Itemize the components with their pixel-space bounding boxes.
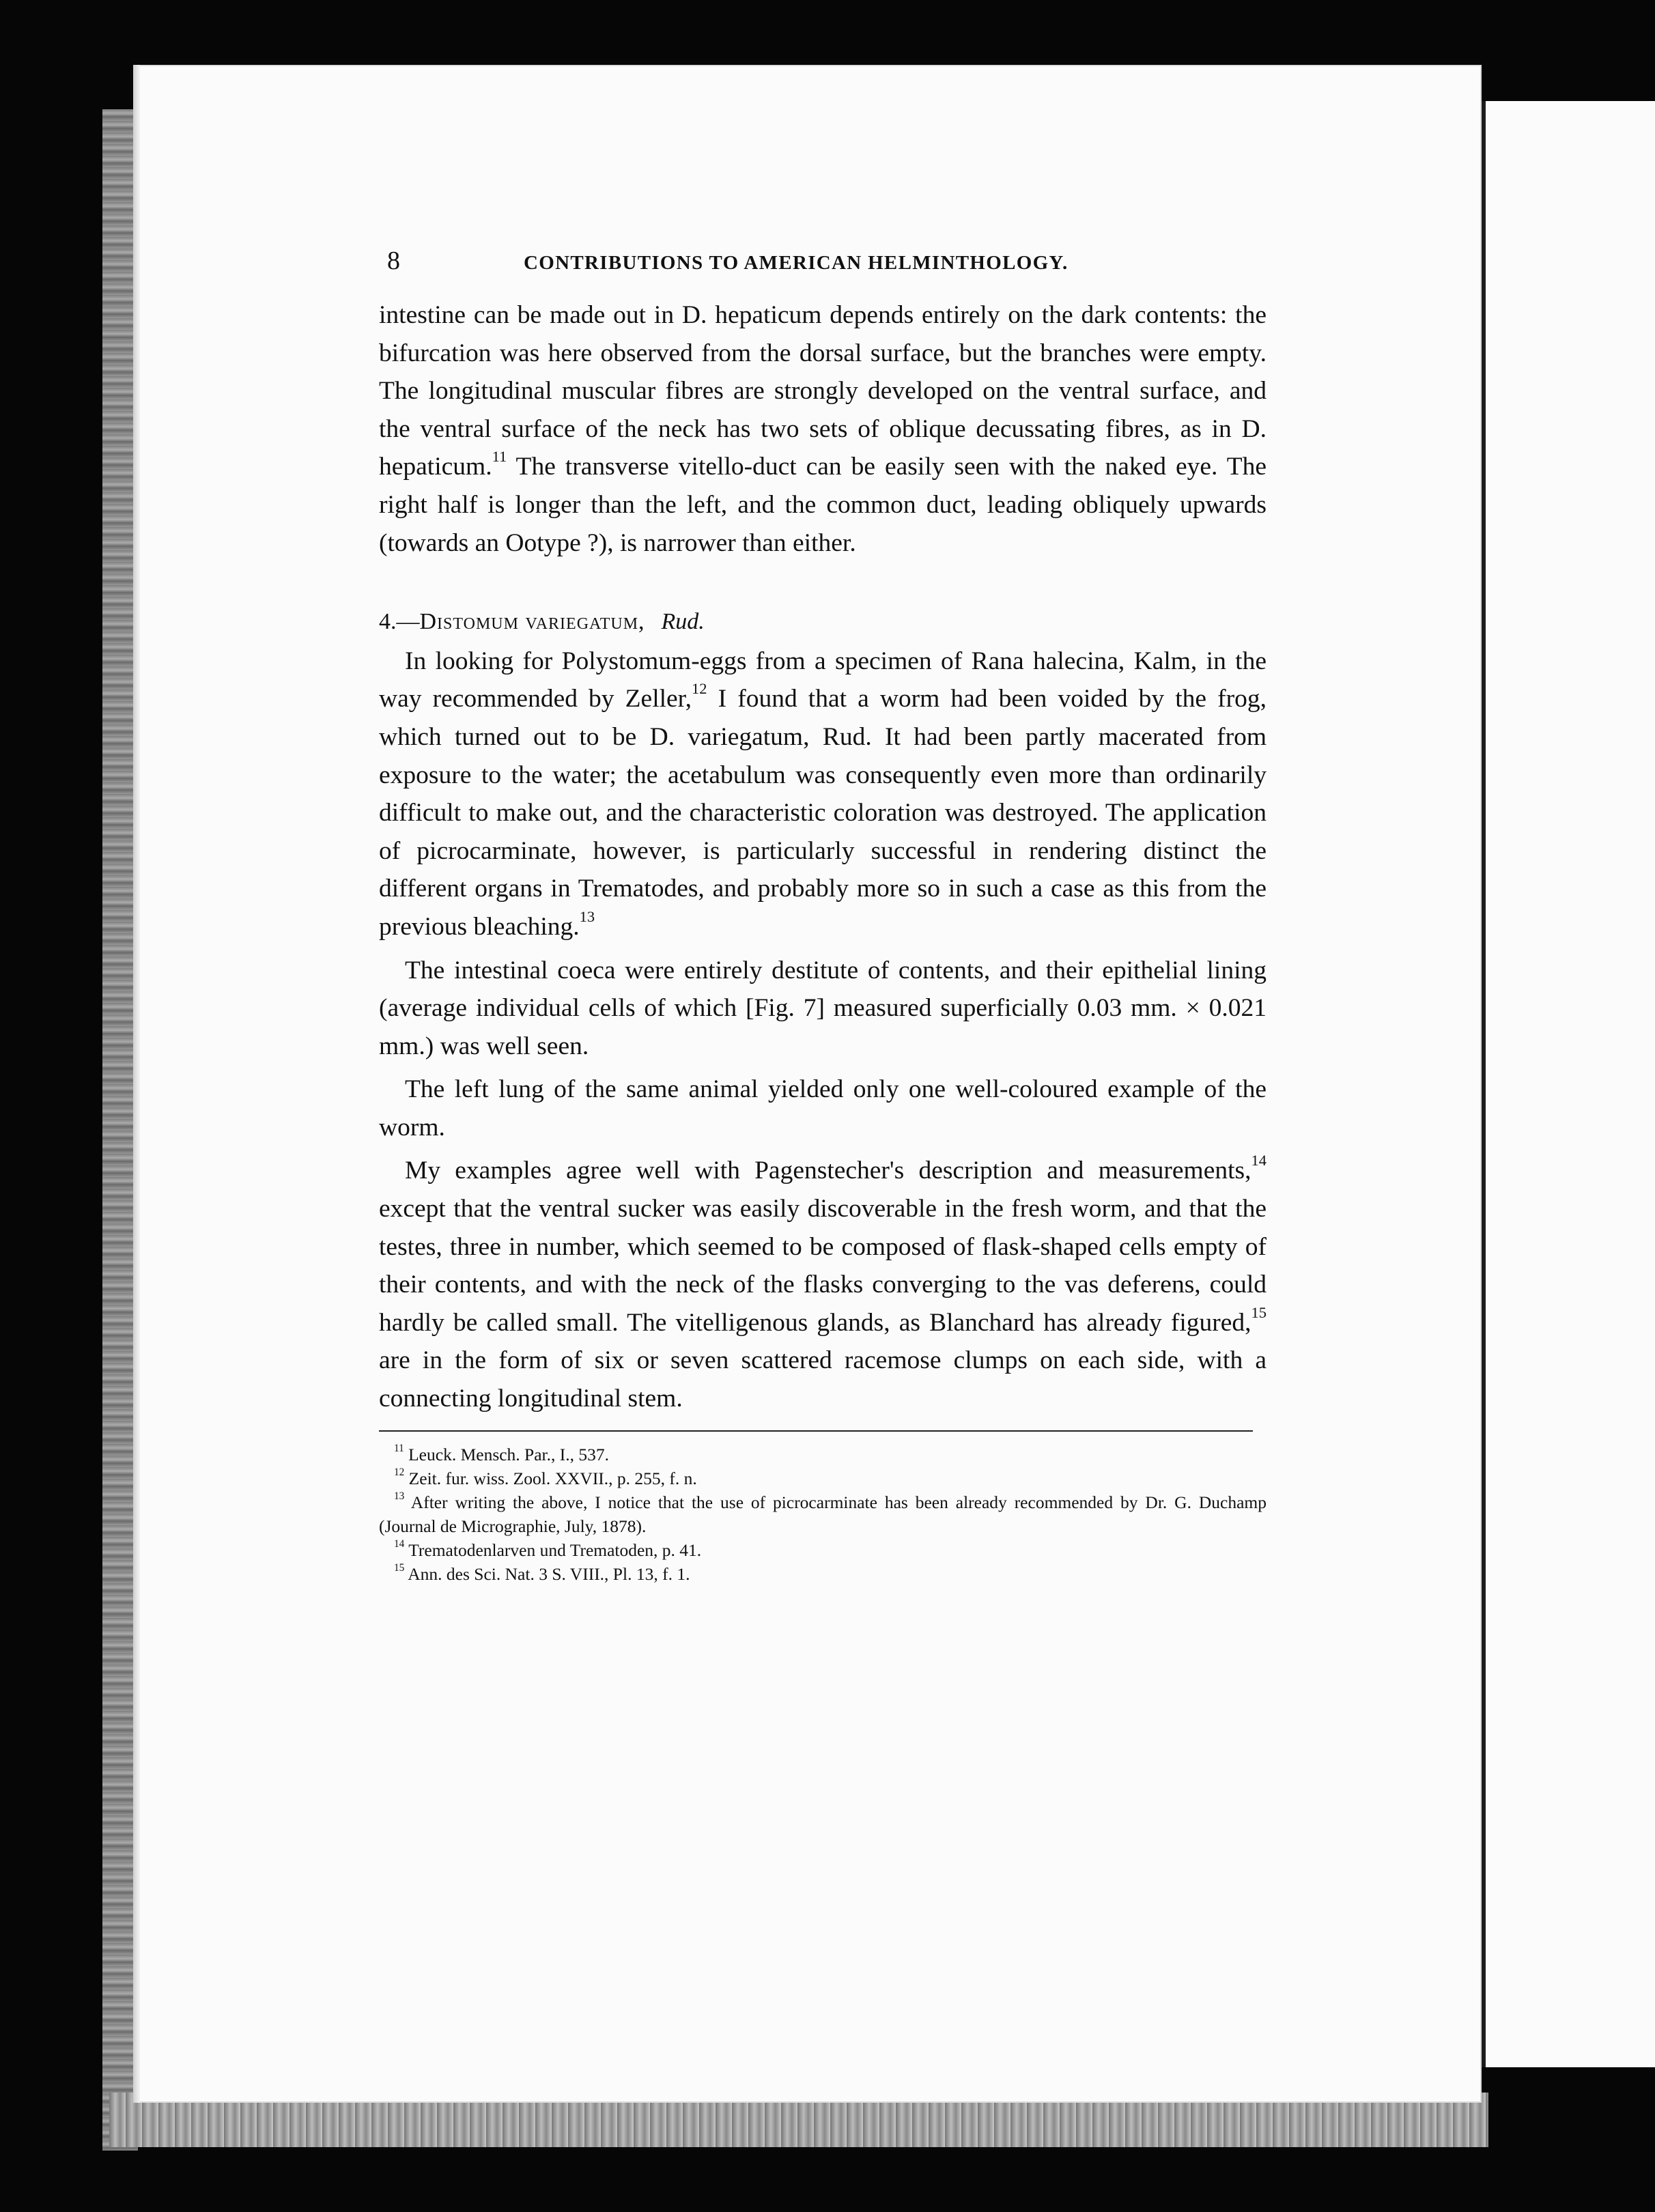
paragraph-1 [379,642,1267,946]
section-name: Distomum variegatum, [419,609,645,635]
paragraph-1-text-b: I found that a worm had been voided by the frog, which turned out to be D. variegatum, Rud. It had been partly macerated from exposure to the water; the acetabulum was consequently even more than ordinarily difficult to make out, and the characteristic coloration was destroyed. The application of picrocarminate, however, is particularly successful in rendering distinct the different organs in Trematodes, and probably more so in such a case as this from the previous bleaching. [379,685,1267,941]
footnote-ref: 13 [579,907,595,925]
paragraph-1-text-a: In looking for Polystomum-eggs from a specimen of Rana halecina, Kalm, in the way recommended by Zeller, [379,647,1267,713]
intro-text-after: The transverse vitello-duct can be easily seen with the naked eye. The right half is longer than the left, and the common duct, leading obliquely upwards (towards an Ootype ?), is narrower than either. [379,453,1267,557]
footnote-number: 14 [394,1537,405,1550]
intro-paragraph [379,296,1267,562]
section-body [379,642,1267,1418]
footnote-text: Ann. des Sci. Nat. 3 S. VIII., Pl. 13, f. 1. [408,1563,690,1584]
footnote-ref: 14 [1251,1152,1267,1169]
page-number: 8 [387,246,400,275]
page-content [379,246,1267,1816]
footnote-14 [379,1538,1267,1562]
footnote-15 [379,1562,1267,1586]
footnote-text: After writing the above, I notice that the use of picrocarminate has been already recommended by Dr. G. Duchamp (Journal de Micrographie, July, 1878). [379,1492,1267,1536]
footnote-number: 15 [394,1561,405,1574]
footnote-divider [379,1430,1253,1432]
footnote-ref: 11 [492,448,507,466]
intro-text: intestine can be made out in D. hepaticum depends entirely on the dark contents: the bifurcation was here observed from the dorsal surface, but the branches were empty. The longitudinal muscular fibres are strongly developed on the ventral surface, and the ventral surface of the neck has two sets of oblique decussating fibres, as in D. hepaticum. [379,301,1267,481]
page-header [379,246,1267,294]
footnote-13 [379,1490,1267,1538]
footnote-ref: 12 [692,680,707,698]
running-head: CONTRIBUTIONS TO AMERICAN HELMINTHOLOGY. [524,252,1069,274]
paragraph-4-text-b: except that the ventral sucker was easily discoverable in the fresh worm, and that the testes, three in number, which seemed to be composed of flask-shaped cells empty of their contents, and with the neck of the flasks converging to the vas deferens, could hardly be called small. The vitelligenous glands, as Blanchard has already figured, [379,1195,1267,1337]
paragraph-4-text-c: are in the form of six or seven scattered racemose clumps on each side, with a connecting longitudinal stem. [379,1346,1267,1413]
footnote-number: 12 [394,1466,405,1478]
section-number: 4.— [379,609,420,635]
body-text [379,296,1267,1418]
footnote-text: Trematodenlarven und Trematoden, p. 41. [408,1540,702,1560]
paragraph-3: The left lung of the same animal yielded only one well-coloured example of the worm. [379,1075,1267,1142]
footnote-ref: 15 [1251,1303,1267,1321]
paragraph-4-text-a: My examples agree well with Pagenstecher's description and measurements, [405,1157,1251,1185]
footnote-12 [379,1466,1267,1490]
paragraph-4 [379,1152,1267,1417]
section-author: Rud. [661,609,705,635]
section-heading [379,606,1267,638]
footnotes [379,1443,1267,1586]
facing-page-edge [1482,101,1655,2067]
footnote-number: 13 [394,1490,405,1502]
paragraph-2: The intestinal coeca were entirely destitute of contents, and their epithelial lining (average individual cells of which [Fig. 7] measured superficially 0.03 mm. × 0.021 mm.) was well seen. [379,956,1267,1060]
footnote-11 [379,1443,1267,1466]
footnote-number: 11 [394,1442,404,1454]
footnote-text: Zeit. fur. wiss. Zool. XXVII., p. 255, f. n. [408,1468,697,1488]
footnote-text: Leuck. Mensch. Par., I., 537. [408,1444,610,1464]
